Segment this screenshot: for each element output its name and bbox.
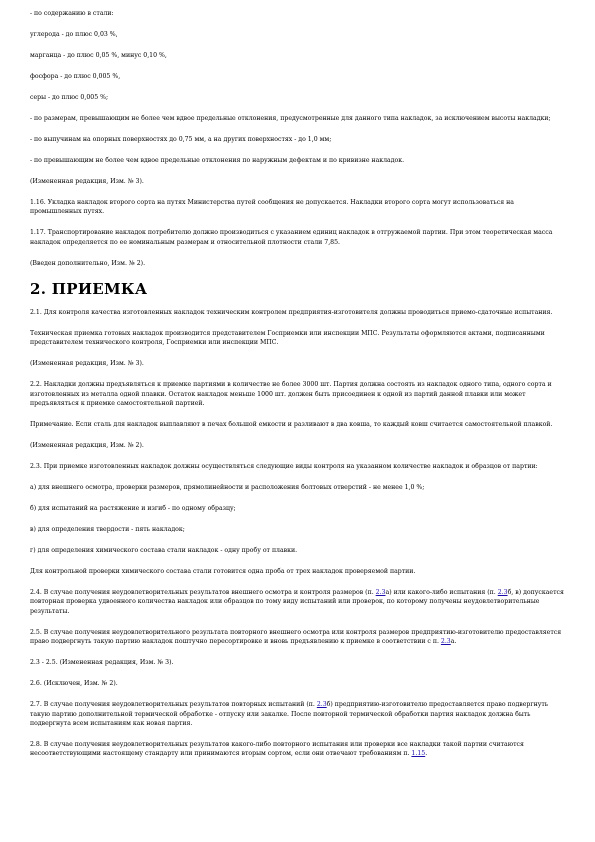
paragraph: углерода - до плюс 0,03 %,	[30, 31, 118, 38]
paragraph: (Введен дополнительно, Изм. № 2).	[30, 259, 146, 267]
paragraph	[30, 740, 565, 759]
paragraph: б) для испытаний на растяжение и изгиб - по одному образцу;	[30, 505, 236, 513]
paragraph: Для контрольной проверки химического состава стали готовится одна проба от трех накладок проверяемой партии.	[30, 568, 416, 576]
paragraph: - по содержанию в стали:	[30, 10, 114, 17]
paragraph-text: 2.5. В случае получения неудовлетворительного результата повторного внешнего осмотра или контроля размеров предприятию-изготовителю предоставляется право подвергнуть такую партию накладок поштучно пересортировке и вновь предъявлению к приемке в соответствии с п.	[30, 628, 562, 646]
section-heading: 2. ПРИЕМКА	[30, 279, 148, 298]
paragraph-text: .	[425, 750, 428, 758]
paragraph: (Измененная редакция, Изм. № 3).	[30, 178, 144, 185]
paragraph: Примечание. Если сталь для накладок выплавляют в печах большой емкости и разливают в два ковша, то каждый ковш считается самостоятельной плавкой.	[30, 421, 553, 429]
paragraph: серы - до плюс 0,005 %;	[30, 94, 109, 101]
clause-reference-link[interactable]: 2.3	[440, 638, 451, 646]
paragraph-text: б) предприятию-изготовителю предоставляется право подвергнуть такую партию дополнительной термической обработке - отпуску или закалке. После повторной термической обработки партия накладок должна быть подвергнута всем испытаниям как новая партия.	[30, 701, 549, 728]
paragraph: - по размерам, превышающим не более чем вдвое предельные отклонения, предусмотренные для данного типа накладок, за исключением высоты накладки;	[30, 115, 551, 122]
paragraph: 1.16. Укладка накладок второго сорта на путях Министерства путей сообщения не допускается. Накладки второго сорта могут использоваться на промышленных путях.	[30, 199, 514, 216]
paragraph: 2.1. Для контроля качества изготовленных накладок техническим контролем предприятия-изготовителя должны проводиться приемо-сдаточные испытания.	[30, 308, 553, 316]
paragraph-text: б, в) допускается повторная проверка удвоенного количества накладок или образцов по тому виду испытаний или проверок, по которому получены неудовлетворительные результаты.	[30, 589, 564, 615]
clause-reference-link[interactable]: 2.3	[316, 701, 327, 709]
paragraph: - по превышающим не более чем вдвое предельные отклонения по наружным дефектам и по кривизне накладок.	[30, 157, 405, 164]
paragraph	[30, 628, 565, 647]
paragraph-text: 2.7. В случае получения неудовлетворительных результатов повторных испытаний (п.	[30, 701, 317, 709]
paragraph: 2.2. Накладки должны предъявляться к приемке партиями в количестве не более 3000 шт. Партия должна состоять из накладок одного типа, одного сорта и изготовленных из металла одной плавки. Остаток накладок меньше 1000 шт. должен быть присоединен к одной из партий данной плавки или может предъявляться к приемке самостоятельной партией.	[30, 381, 552, 408]
paragraph: в) для определения твердости - пять накладок;	[30, 526, 185, 534]
paragraph: Техническая приемка готовых накладок производится представителем Госприемки или инспекции МПС. Результаты оформляются актами, подписанными представителем технического контроля, Госприемки или инспекции МПС.	[30, 329, 545, 347]
paragraph	[30, 700, 565, 728]
paragraph: 2.3. При приемке изготовленных накладок должны осуществляться следующие виды контроля на указанном количестве накладок и образцов от партии:	[30, 463, 538, 471]
paragraph: 2.3 - 2.5. (Измененная редакция, Изм. № 3).	[30, 659, 174, 667]
paragraph: фосфора - до плюс 0,005 %,	[30, 73, 121, 80]
paragraph: 2.6. (Исключен, Изм. № 2).	[30, 680, 118, 688]
clause-reference-link[interactable]: 1.15	[411, 750, 426, 758]
paragraph: (Измененная редакция, Изм. № 3).	[30, 360, 144, 368]
clause-reference-link[interactable]: 2.3	[375, 589, 386, 597]
paragraph: 1.17. Транспортирование накладок потребителю должно производиться с указанием единиц накладок в отгружаемой партии. При этом теоретическая масса накладок определяется по ее номинальным размерам и относительной плотности стали 7,85.	[30, 229, 553, 246]
paragraph-text: 2.8. В случае получения неудовлетворительных результатов какого-либо повторного испытания или проверки все накладки такой партии считаются несоответствующими настоящему стандарту или принимаются вторым сортом, если они отвечают требованиям п.	[30, 741, 524, 758]
paragraph: марганца - до плюс 0,05 %, минус 0,10 %,	[30, 52, 167, 59]
paragraph: - по выпучинам на опорных поверхностях до 0,75 мм, а на других поверхностях - до 1,0 мм;	[30, 136, 332, 143]
paragraph: (Измененная редакция, Изм. № 2).	[30, 442, 144, 450]
paragraph-text: а.	[450, 638, 457, 646]
clause-reference-link[interactable]: 2.3	[497, 589, 508, 597]
paragraph-text: а) или какого-либо испытания (п.	[385, 589, 498, 597]
paragraph	[30, 588, 565, 616]
paragraph-text: 2.4. В случае получения неудовлетворительных результатов внешнего осмотра и контроля размеров (п.	[30, 589, 376, 597]
paragraph: а) для внешнего осмотра, проверки размеров, прямолинейности и расположения болтовых отверстий - не менее 1,0 %;	[30, 484, 425, 492]
paragraph: г) для определения химического состава стали накладок - одну пробу от плавки.	[30, 547, 298, 555]
